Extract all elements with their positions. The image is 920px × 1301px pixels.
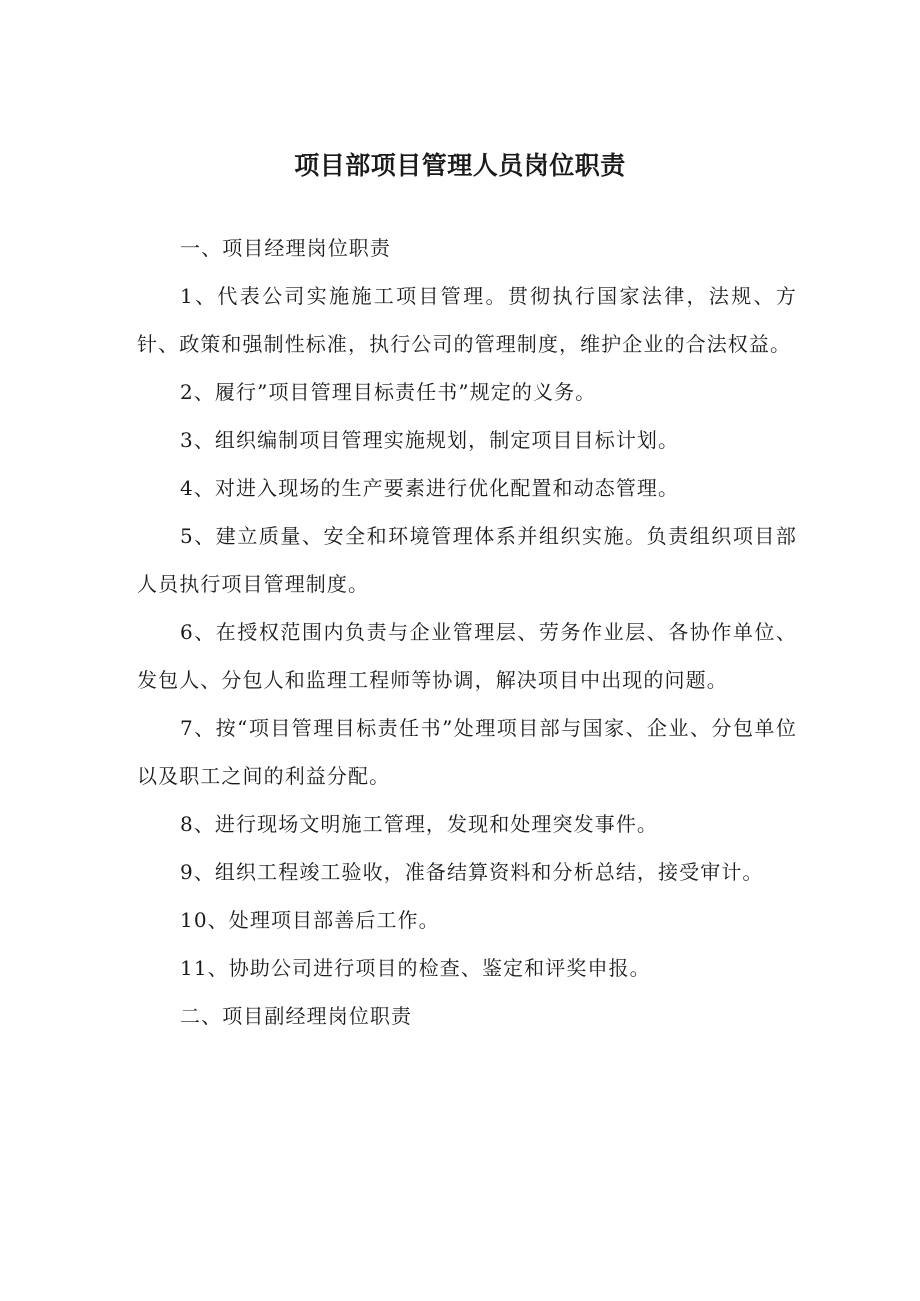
duty-item-1: 1、代表公司实施施工项目管理。贯彻执行国家法律，法规、方针、政策和强制性标准，执行公司的管理制度，维护企业的合法权益。	[137, 284, 797, 356]
section-heading-1: 一、项目经理岗位职责	[180, 236, 391, 260]
duty-item-7: 7、按“项目管理目标责任书”处理项目部与国家、企业、分包单位以及职工之间的利益分配。	[137, 716, 797, 788]
duty-item-3: 3、组织编制项目管理实施规划，制定项目目标计划。	[180, 428, 680, 452]
duty-item-5: 5、建立质量、安全和环境管理体系并组织实施。负责组织项目部人员执行项目管理制度。	[137, 524, 797, 596]
duty-item-11: 11、协助公司进行项目的检查、鉴定和评奖申报。	[180, 956, 651, 980]
duty-item-10: 10、处理项目部善后工作。	[180, 908, 440, 932]
document-title: 项目部项目管理人员岗位职责	[294, 151, 626, 180]
document-body	[137, 224, 797, 1040]
duty-item-9: 9、组织工程竣工验收，准备结算资料和分析总结，接受审计。	[180, 860, 764, 884]
section-heading-2: 二、项目副经理岗位职责	[180, 1004, 413, 1028]
duty-item-6: 6、在授权范围内负责与企业管理层、劳务作业层、各协作单位、发包人、分包人和监理工程师等协调，解决项目中出现的问题。	[137, 620, 797, 692]
duty-item-2: 2、履行”项目管理目标责任书”规定的义务。	[180, 380, 597, 404]
duty-item-8: 8、进行现场文明施工管理，发现和处理突发事件。	[180, 812, 659, 836]
duty-item-4: 4、对进入现场的生产要素进行优化配置和动态管理。	[180, 476, 680, 500]
